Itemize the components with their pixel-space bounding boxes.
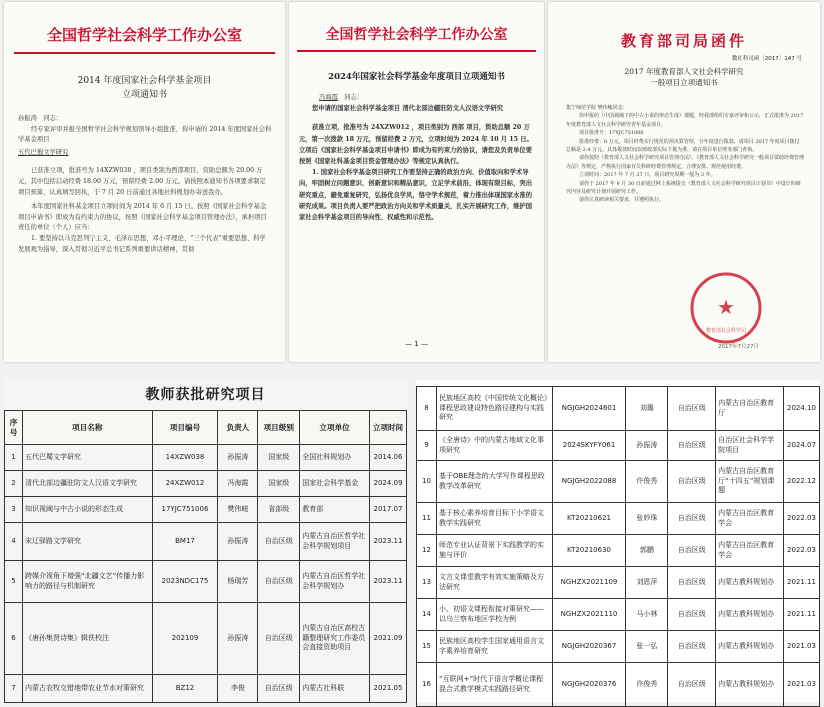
table-row — [5, 561, 407, 603]
cell-leader: 孙振涛 — [218, 523, 258, 561]
table-row — [417, 461, 820, 503]
doc2-red-rule — [297, 50, 536, 52]
doc1-red-rule — [14, 52, 275, 54]
doc3-title-line2: 一般项目立项通知书 — [650, 78, 718, 87]
cell-leader: 孙振涛 — [626, 431, 668, 461]
cell-project-name: 《全唐诗》中的内蒙古地域文化事项研究 — [436, 431, 552, 461]
table-title: 教师获批研究项目 — [145, 387, 266, 403]
doc2-title: 2024年国家社会科学基金年度项目立项通知书 — [328, 72, 505, 82]
cell-leader: 张一弘 — [626, 631, 668, 663]
cell-level: 自治区级 — [668, 461, 716, 503]
cell-date: 2021.03 — [783, 631, 819, 663]
doc3-addressee: 集宁师范学院 樊伟峻同志： — [566, 105, 628, 111]
cell-project-number: KT20210630 — [552, 535, 626, 567]
cell-unit: 内蒙古社科联 — [300, 675, 370, 703]
cell-project-name: 宋辽驿路文学研究 — [22, 523, 152, 561]
cell-leader: 许俊秀 — [626, 461, 668, 503]
cell-date: 2023.11 — [369, 523, 406, 561]
header-unit: 立项单位 — [300, 411, 370, 445]
cell-level: 自治区级 — [258, 561, 300, 603]
cell-unit: 内蒙古自治区哲学社会科学规划项目 — [300, 523, 370, 561]
cell-unit: 内蒙古自治区教育厅“十四五”规划课题 — [716, 461, 784, 503]
table-row — [5, 445, 407, 471]
doc3-seal-text: 教育部社会科学司 — [705, 328, 747, 334]
cell-index: 9 — [417, 431, 437, 461]
cell-project-number: 24XZW012 — [152, 471, 218, 497]
cell-unit: 全国社科规划办 — [300, 445, 370, 471]
cell-date: 2022.03 — [783, 535, 819, 567]
header-index: 序号 — [5, 411, 23, 445]
doc3-reference-number: 教社科司函〔2017〕147 号 — [731, 56, 802, 62]
cell-project-name: 小、初语文课程衔接对策研究——以乌兰察布地区学校为例 — [436, 599, 552, 631]
cell-index: 2 — [5, 471, 23, 497]
cell-project-name: 跨媒介视角下增强“北疆文艺”传播力影响力的路径与机制研究 — [22, 561, 152, 603]
teacher-projects-table-right — [416, 380, 820, 702]
cell-level: 自治区级 — [668, 631, 716, 663]
table-row — [417, 567, 820, 599]
doc3-date: 2017年7月27日 — [718, 344, 759, 350]
cell-project-number: BZ12 — [152, 675, 218, 703]
cell-project-number: NGJGH2024601 — [552, 387, 626, 431]
cell-level: 自治区级 — [668, 503, 716, 535]
cell-level: 自治区级 — [668, 431, 716, 461]
cell-index: 8 — [417, 387, 437, 431]
cell-unit: 内蒙古自治区教育厅 — [716, 387, 784, 431]
table-row — [5, 471, 407, 497]
table-row — [417, 663, 820, 707]
moe-approval-letter-2017 — [548, 2, 820, 362]
cell-date: 2023.11 — [369, 561, 406, 603]
cell-project-name: 民族地区高校《中国传统文化概论》课程思政建设特色路径建构与实践研究 — [436, 387, 552, 431]
header-level: 项目级别 — [258, 411, 300, 445]
cell-date: 2024.10 — [783, 387, 819, 431]
table-row — [5, 497, 407, 523]
table-row — [5, 603, 407, 675]
doc1-header: 全国哲学社会科学工作办公室 — [46, 26, 242, 44]
table-row — [417, 599, 820, 631]
cell-level: 国家级 — [258, 445, 300, 471]
cell-index: 5 — [5, 561, 23, 603]
cell-project-name: 清代北部边疆驻防文人汉语文学研究 — [22, 471, 152, 497]
cell-index: 12 — [417, 535, 437, 567]
approval-notice-2024 — [289, 2, 544, 362]
cell-leader: 孙振涛 — [218, 603, 258, 675]
cell-index: 6 — [5, 603, 23, 675]
doc2-recipient-name: 冯海霞 — [319, 94, 338, 101]
cell-leader: 张妙珠 — [626, 503, 668, 535]
doc2-page-number: — 1 — — [405, 340, 428, 348]
cell-unit: 内蒙古自治区教育学会 — [716, 503, 784, 535]
doc3-paragraph-3: 立项时间：2017 年 7 月 27 日。项目研究周期一般为 3 年。 — [579, 172, 716, 179]
cell-level: 自治区级 — [668, 567, 716, 599]
cell-project-number: NGHZX2021109 — [552, 567, 626, 599]
doc1-project-name: 五代巴蜀文学研究 — [18, 148, 69, 156]
doc2-body — [299, 92, 535, 223]
cell-project-number: 202109 — [152, 603, 218, 675]
doc1-body — [18, 114, 272, 255]
cell-date: 2014.06 — [369, 445, 406, 471]
table-header-row — [5, 411, 407, 445]
cell-project-number: 2023NDC175 — [152, 561, 218, 603]
cell-index: 15 — [417, 631, 437, 663]
header-date: 立项时间 — [369, 411, 406, 445]
cell-index: 11 — [417, 503, 437, 535]
cell-project-name: 基于核心素养培育目标下小学语文教学实践研究 — [436, 503, 552, 535]
doc2-paragraph-3: 1. 国家社会科学基金项目研究工作要坚持正确的政治方向、价值取向和学术导向，牢固树立问题意识、创新意识和精品意识，立足学术前沿，体现有限目标，突出研究重点，避免重复研究，弘扬优良学风，恪守学术规范，着力推出体现国家水准的研究成果。项目负责人要严把政治方向关和学术质量关，扎实开展研究工作，维护国家社会科学基金项目的导向性、权威性和示范性。 — [299, 169, 532, 222]
cell-project-name: 民族地区高校学生国家通用语言文字素养培育研究 — [436, 631, 552, 663]
cell-date: 2022.12 — [783, 461, 819, 503]
doc3-header: 教育部司局函件 — [620, 32, 747, 50]
cell-project-number: 17YJC751006 — [152, 497, 218, 523]
doc3-paragraph-5: 请你认真研读相关要求，并遵照执行。 — [579, 197, 665, 204]
cell-date: 2022.03 — [783, 503, 819, 535]
cell-level: 省部级 — [258, 497, 300, 523]
cell-leader: 李俊 — [218, 675, 258, 703]
doc3-body — [566, 104, 804, 205]
table-row — [5, 523, 407, 561]
approval-notice-2014 — [4, 2, 285, 362]
cell-date: 2024.07 — [783, 431, 819, 461]
doc1-paragraph-3: 本年度国家社科基金项目立项时间为 2014 年 6 月 15 日。按照《国家社会科学基金项目申请书》即成为有约束力的协议，按照《国家社会科学基金项目管理办法》，承担项目责任的单位（个人）应当： — [18, 203, 267, 232]
cell-project-number: NGJGH2022088 — [552, 461, 626, 503]
doc3-official-seal — [688, 270, 764, 346]
doc3-paragraph-2: 请你按照《教育部人文社会科学研究项目管理办法》、《教育部人文社会科学研究一般项目资助经费管理办法》等规定，严格执行国家有关科研经费管理规定，合理安排、规范使用经费。 — [566, 155, 805, 170]
doc1-title-line2: 立项通知书 — [121, 90, 167, 100]
cell-unit: 内蒙古自治区哲学社会科学规划办 — [300, 561, 370, 603]
cell-leader: 刘恩萍 — [626, 567, 668, 599]
cell-date: 2021.11 — [783, 567, 819, 599]
cell-date: 2021.11 — [783, 599, 819, 631]
cell-unit: 自治区社会科学学院项目 — [716, 431, 784, 461]
svg-text:★: ★ — [717, 295, 735, 319]
cell-index: 1 — [5, 445, 23, 471]
cell-index: 3 — [5, 497, 23, 523]
doc2-paragraph-2: 获准立项，批准号为 24XZW012 ，项目类别为 西部 项目，资助总额 20 万元，第一次拨款 18 万元，预留经费 2 万元，立项时间为 2024 年 10 月 15 日。立项后《国家社会科学基金项目申请书》即成为有约束力的协议，请您及负责单位要按照《国家社科基金项目资金管理办法》等规定认真执行。 — [299, 124, 533, 166]
cell-leader: 刘璐 — [626, 387, 668, 431]
cell-project-name: 五代巴蜀文学研究 — [22, 445, 152, 471]
cell-unit: 教育部 — [300, 497, 370, 523]
cell-date: 2021.05 — [369, 675, 406, 703]
teacher-projects-table-left — [4, 380, 407, 702]
header-project-name: 项目名称 — [22, 411, 152, 445]
cell-project-name: 知识视阈与中古小说的形态生成 — [22, 497, 152, 523]
cell-level: 自治区级 — [668, 387, 716, 431]
table-row — [417, 503, 820, 535]
doc1-greeting: 孙振涛 同志： — [18, 115, 63, 122]
doc2-header: 全国哲学社会科学工作办公室 — [325, 27, 508, 43]
cell-leader: 孙振涛 — [218, 445, 258, 471]
doc3-paragraph-4: 请你于 2017 年 9 月 30 日前通过网上系统提交《教育部人文社会科学研究项目计划书》中设计的研究内容及研究计划开展研究工作。 — [566, 180, 801, 196]
cell-project-number: BM17 — [152, 523, 218, 561]
cell-unit: 内蒙古教科规划办 — [716, 567, 784, 599]
cell-project-number: NGJGH2020367 — [552, 631, 626, 663]
cell-leader: 冯海霞 — [218, 471, 258, 497]
cell-level: 自治区级 — [668, 599, 716, 631]
doc1-title-line1: 2014 年度国家社会科学基金项目 — [77, 76, 212, 86]
cell-date: 2021.09 — [369, 603, 406, 675]
doc1-title — [4, 74, 285, 102]
cell-unit: 内蒙古教科规划办 — [716, 631, 784, 663]
doc3-title — [548, 66, 820, 88]
cell-index: 7 — [5, 675, 23, 703]
cell-project-number: NGJGH2020376 — [552, 663, 626, 707]
table-row — [417, 631, 820, 663]
cell-project-name: 内蒙古农牧交错地带农业节水对策研究 — [22, 675, 152, 703]
doc1-paragraph-1: 经专家评审并报全国哲学社会科学规划领导小组批准，你申请的 2014 年度国家社会科学基金项目 — [18, 125, 272, 144]
doc3-paragraph-1: 你申报的《中国视阈下的中古小说的形态生成》课题，经我部组织专家评审和公示，正式批准为 2017 年度教育部人文社会科学研究青年基金项目。 — [566, 113, 804, 128]
cell-project-name: 基于OBE理念的大学写作课程思政教学改革研究 — [436, 461, 552, 503]
cell-leader: 郭鹏 — [626, 535, 668, 567]
cell-date: 2021.03 — [783, 663, 819, 707]
cell-level: 自治区级 — [258, 603, 300, 675]
cell-level: 自治区级 — [258, 523, 300, 561]
header-project-number: 项目编号 — [152, 411, 218, 445]
cell-leader: 杨瑞芳 — [218, 561, 258, 603]
cell-level: 自治区级 — [668, 535, 716, 567]
table-row — [417, 431, 820, 461]
doc2-paragraph-1: 您申请的国家社会科学基金项目 清代北部边疆驻防文人汉语文学研究 — [312, 105, 504, 113]
cell-project-name: “互联网+”时代下语言学概论课程混合式教学模式实践路径研究 — [436, 663, 552, 707]
cell-leader: 许俊秀 — [626, 663, 668, 707]
cell-level: 自治区级 — [258, 675, 300, 703]
header-leader: 负责人 — [218, 411, 258, 445]
doc1-paragraph-2: 已获准立项，批准号为 14XZW038 ，项目类别为西部项目，资助总额为 20.00 万元，其中包括启动经费 18.00 万元，预留经费 2.00 万元。请按照本通知书各项要求制定项目预算，认真填写回执，于 7 月 20 日前通过各地社科规划办寄送我办。 — [18, 167, 266, 196]
projects-table-2 — [416, 386, 820, 707]
cell-level: 自治区级 — [668, 663, 716, 707]
cell-unit: 内蒙古教科规划办 — [716, 599, 784, 631]
cell-date: 2024.09 — [369, 471, 406, 497]
cell-index: 14 — [417, 599, 437, 631]
cell-project-name: 师范专业认证背景下实践教学的实施与评价 — [436, 535, 552, 567]
cell-leader: 樊伟峻 — [218, 497, 258, 523]
cell-unit: 内蒙古自治区教育学会 — [716, 535, 784, 567]
cell-unit: 内蒙古自治区高校古籍整理研究工作委员会直接资助项目 — [300, 603, 370, 675]
table-row — [417, 535, 820, 567]
cell-project-number: KT20210621 — [552, 503, 626, 535]
cell-index: 16 — [417, 663, 437, 707]
projects-table-1 — [4, 410, 407, 703]
cell-level: 国家级 — [258, 471, 300, 497]
cell-project-number: 2024SKYFY061 — [552, 431, 626, 461]
doc2-greeting: 同志： — [344, 94, 364, 101]
doc3-funding: 批准经费：8 万元。项目经费实行规范的预决算管理，分年度进行拨款，请项目 2017 年度项目拨付总额是 2.4 万元。具体拨款时间以财政部实际下拨为准，请在项目单位财务部门查询。 — [566, 138, 800, 154]
cell-leader: 马小林 — [626, 599, 668, 631]
doc3-approval-number: 项目批准号：17YJC751006 — [579, 130, 644, 137]
table-row — [417, 387, 820, 431]
doc1-paragraph-4: 1. 要坚持以马克思列宁主义、毛泽东思想、邓小平理论、“三个代表”重要思想、科学发展观为指导，深入贯彻习近平总书记系列重要讲话精神，贯彻 — [18, 234, 266, 253]
cell-project-name: 文言文课堂教学有效实施策略及方法研究 — [436, 567, 552, 599]
cell-index: 10 — [417, 461, 437, 503]
table-row — [5, 675, 407, 703]
cell-date: 2017.07 — [369, 497, 406, 523]
cell-project-name: 《唐孙集贤诗集》辑佚校注 — [22, 603, 152, 675]
cell-index: 13 — [417, 567, 437, 599]
cell-unit: 内蒙古教科规划办 — [716, 663, 784, 707]
cell-unit: 国家社会科学基金 — [300, 471, 370, 497]
cell-project-number: NGHZX2021110 — [552, 599, 626, 631]
doc3-title-line1: 2017 年度教育部人文社会科学研究 — [624, 67, 744, 76]
cell-project-number: 14XZW038 — [152, 445, 218, 471]
cell-index: 4 — [5, 523, 23, 561]
